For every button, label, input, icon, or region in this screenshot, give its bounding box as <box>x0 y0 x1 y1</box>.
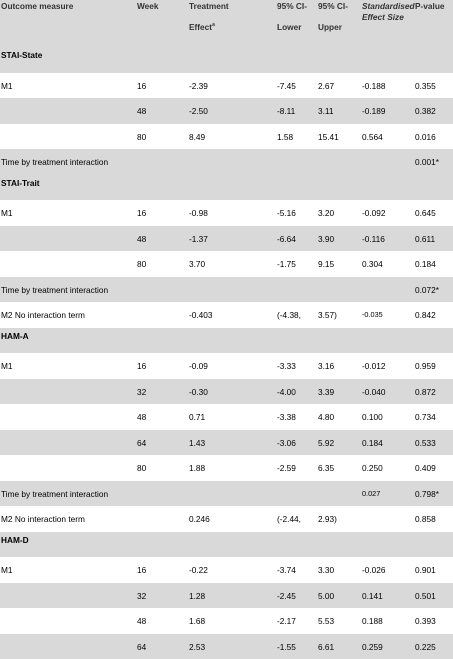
cell-ci-upper: 3.39 <box>318 387 334 397</box>
cell-ci-upper: 2.93) <box>318 514 337 524</box>
table-row <box>0 73 453 99</box>
cell-effect: 1.28 <box>189 591 205 601</box>
cell-pvalue: 0.858 <box>415 514 436 524</box>
cell-effect: 8.49 <box>189 132 205 142</box>
section-header-row <box>0 328 453 354</box>
header-std-line2: Effect Size <box>362 12 404 22</box>
table-row <box>0 353 453 379</box>
cell-ci-lower: -3.74 <box>277 565 296 575</box>
cell-std-effect: 0.184 <box>362 438 383 448</box>
table-row <box>0 379 453 405</box>
table-row <box>0 98 453 124</box>
cell-ci-lower: 1.58 <box>277 132 293 142</box>
cell-std-effect: 0.188 <box>362 616 383 626</box>
cell-ci-upper: 15.41 <box>318 132 339 142</box>
cell-ci-upper: 2.67 <box>318 81 334 91</box>
cell-pvalue: 0.734 <box>415 412 436 422</box>
table-row <box>0 430 453 456</box>
table-row <box>0 200 453 226</box>
cell-ci-lower: (-4.38, <box>277 310 301 320</box>
cell-effect: 0.71 <box>189 412 205 422</box>
cell-week: 80 <box>137 463 146 473</box>
treatment-footnote-marker: a <box>212 22 215 28</box>
header-week: Week <box>137 1 159 11</box>
table-row <box>0 251 453 277</box>
cell-ci-upper: 3.20 <box>318 208 334 218</box>
cell-ci-lower: -3.38 <box>277 412 296 422</box>
cell-ci-lower: -1.55 <box>277 642 296 652</box>
cell-effect: 1.68 <box>189 616 205 626</box>
cell-ci-lower: (-2.44, <box>277 514 301 524</box>
cell-ci-lower: -7.45 <box>277 81 296 91</box>
cell-std-effect: -0.035 <box>362 310 383 320</box>
cell-std-effect: 0.304 <box>362 259 383 269</box>
header-ci-upper-line2: Upper <box>318 22 342 32</box>
cell-week: 16 <box>137 208 146 218</box>
cell-label: Time by treatment interaction <box>1 489 108 499</box>
cell-ci-lower: -8.11 <box>277 106 295 116</box>
cell-effect: -0.98 <box>189 208 208 218</box>
cell-std-effect: -0.092 <box>362 208 386 218</box>
cell-label: M1 <box>1 81 13 91</box>
cell-week: 16 <box>137 361 146 371</box>
table-row <box>0 583 453 609</box>
cell-effect: 1.88 <box>189 463 205 473</box>
cell-effect: -0.30 <box>189 387 208 397</box>
header-outcome: Outcome measure <box>1 1 73 11</box>
cell-label: M2 No interaction term <box>1 310 85 320</box>
section-title: HAM-D <box>1 535 29 545</box>
cell-pvalue: 0.072* <box>415 285 439 295</box>
cell-effect: 2.53 <box>189 642 205 652</box>
header-std-line1: Standardised <box>362 1 415 11</box>
section-title: HAM-A <box>1 331 29 341</box>
cell-divider <box>178 302 180 328</box>
table-row <box>0 481 453 507</box>
cell-pvalue: 0.393 <box>415 616 436 626</box>
cell-std-effect: -0.189 <box>362 106 386 116</box>
cell-ci-upper: 5.92 <box>318 438 334 448</box>
cell-ci-upper: 3.90 <box>318 234 334 244</box>
cell-label: M2 No interaction term <box>1 514 85 524</box>
cell-ci-lower: -2.59 <box>277 463 296 473</box>
table-row <box>0 557 453 583</box>
cell-ci-upper: 3.11 <box>318 106 334 116</box>
cell-ci-upper: 3.16 <box>318 361 334 371</box>
cell-effect: -0.09 <box>189 361 208 371</box>
header-pvalue: P-value <box>415 1 445 11</box>
cell-pvalue: 0.184 <box>415 259 436 269</box>
table-row <box>0 608 453 634</box>
cell-effect: 3.70 <box>189 259 205 269</box>
cell-week: 32 <box>137 387 146 397</box>
section-title: STAI-State <box>1 50 42 60</box>
cell-std-effect: 0.027 <box>362 489 380 499</box>
cell-label: M1 <box>1 361 13 371</box>
cell-week: 16 <box>137 81 146 91</box>
section-header-row <box>0 532 453 558</box>
cell-week: 48 <box>137 616 146 626</box>
cell-ci-lower: -6.64 <box>277 234 296 244</box>
cell-pvalue: 0.842 <box>415 310 436 320</box>
cell-pvalue: 0.355 <box>415 81 436 91</box>
cell-ci-lower: -3.33 <box>277 361 296 371</box>
table-row <box>0 455 453 481</box>
cell-ci-lower: -3.06 <box>277 438 296 448</box>
cell-effect: -2.50 <box>189 106 208 116</box>
cell-ci-upper: 4.80 <box>318 412 334 422</box>
cell-ci-upper: 6.61 <box>318 642 334 652</box>
section-header-row <box>0 47 453 73</box>
cell-pvalue: 0.382 <box>415 106 436 116</box>
cell-week: 80 <box>137 132 146 142</box>
cell-pvalue: 0.225 <box>415 642 436 652</box>
table-row <box>0 404 453 430</box>
cell-label: M1 <box>1 208 13 218</box>
cell-std-effect: 0.141 <box>362 591 383 601</box>
table-row <box>0 226 453 252</box>
cell-pvalue: 0.016 <box>415 132 436 142</box>
cell-ci-lower: -2.45 <box>277 591 296 601</box>
cell-std-effect: 0.250 <box>362 463 383 473</box>
cell-std-effect: -0.026 <box>362 565 386 575</box>
cell-pvalue: 0.001* <box>415 157 439 167</box>
cell-week: 64 <box>137 438 146 448</box>
cell-week: 64 <box>137 642 146 652</box>
cell-week: 48 <box>137 412 146 422</box>
header-ci-lower-line1: 95% CI- <box>277 1 307 11</box>
header-treatment-line1: Treatment <box>189 1 229 11</box>
header-ci-upper-line1: 95% CI- <box>318 1 348 11</box>
cell-pvalue: 0.872 <box>415 387 436 397</box>
cell-pvalue: 0.645 <box>415 208 436 218</box>
section-title: STAI-Trait <box>1 178 40 188</box>
cell-ci-lower: -2.17 <box>277 616 296 626</box>
cell-week: 32 <box>137 591 146 601</box>
cell-effect: -1.37 <box>189 234 208 244</box>
cell-label: M1 <box>1 565 13 575</box>
table-row <box>0 302 453 328</box>
cell-week: 80 <box>137 259 146 269</box>
section-header-row <box>0 175 453 201</box>
cell-ci-upper: 9.15 <box>318 259 334 269</box>
cell-std-effect: -0.040 <box>362 387 386 397</box>
cell-pvalue: 0.901 <box>415 565 436 575</box>
cell-ci-upper: 5.00 <box>318 591 334 601</box>
cell-label: Time by treatment interaction <box>1 285 108 295</box>
table-row <box>0 634 453 659</box>
table-row <box>0 277 453 303</box>
cell-pvalue: 0.798* <box>415 489 439 499</box>
header-ci-lower-line2: Lower <box>277 22 301 32</box>
cell-ci-upper: 5.53 <box>318 616 334 626</box>
table-row <box>0 124 453 150</box>
cell-ci-lower: -1.75 <box>277 259 296 269</box>
cell-effect: -0.403 <box>189 310 213 320</box>
cell-pvalue: 0.501 <box>415 591 436 601</box>
cell-ci-lower: -5.16 <box>277 208 296 218</box>
cell-effect: -2.39 <box>189 81 208 91</box>
cell-std-effect: 0.100 <box>362 412 383 422</box>
cell-ci-upper: 3.30 <box>318 565 334 575</box>
cell-pvalue: 0.959 <box>415 361 436 371</box>
cell-std-effect: -0.116 <box>362 234 385 244</box>
cell-ci-upper: 6.35 <box>318 463 334 473</box>
cell-effect: 0.246 <box>189 514 210 524</box>
cell-label: Time by treatment interaction <box>1 157 108 167</box>
cell-effect: -0.22 <box>189 565 208 575</box>
cell-std-effect: -0.012 <box>362 361 386 371</box>
header-row <box>0 0 453 47</box>
cell-week: 16 <box>137 565 146 575</box>
cell-effect: 1.43 <box>189 438 205 448</box>
table-row <box>0 506 453 532</box>
cell-pvalue: 0.533 <box>415 438 436 448</box>
table-row <box>0 149 453 175</box>
cell-std-effect: -0.188 <box>362 81 386 91</box>
cell-std-effect: 0.259 <box>362 642 383 652</box>
cell-pvalue: 0.409 <box>415 463 436 473</box>
cell-week: 48 <box>137 106 146 116</box>
cell-pvalue: 0.611 <box>415 234 435 244</box>
cell-ci-upper: 3.57) <box>318 310 337 320</box>
cell-ci-lower: -4.00 <box>277 387 296 397</box>
header-treatment-line2: Effect$^a$ <box>189 22 215 32</box>
cell-week: 48 <box>137 234 146 244</box>
cell-std-effect: 0.564 <box>362 132 383 142</box>
